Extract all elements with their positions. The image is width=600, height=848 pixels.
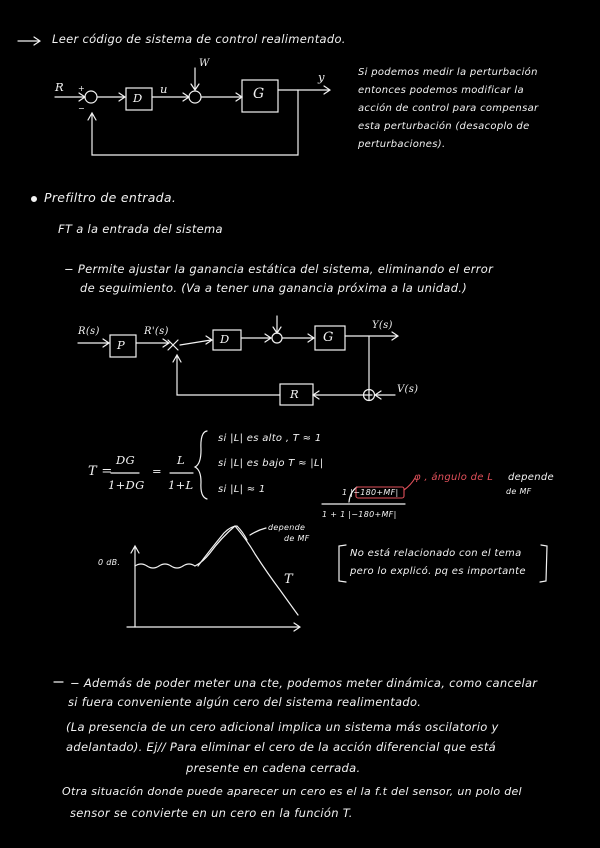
paragraph-line: si fuera conveniente algún cero del sistema realimentado. — [68, 695, 422, 709]
summing-junction — [85, 91, 97, 103]
brace — [195, 431, 207, 499]
eq-num: DG — [116, 453, 136, 467]
frac-den: 1 + 1 |−180+MF| — [322, 510, 397, 519]
case-line: si |L| es alto , T ≈ 1 — [218, 433, 322, 444]
paragraph-line: (La presencia de un cero adicional implica un sistema más oscilatorio y — [66, 720, 499, 734]
eq-T: T = — [88, 464, 113, 479]
eq-den: 1+DG — [108, 478, 145, 492]
case-line: si |L| ≈ 1 — [218, 484, 266, 495]
case-line: si |L| es bajo T ≈ |L| — [218, 458, 324, 469]
eq-num2: L — [177, 453, 185, 467]
bracket-line: pero lo explicó. pq es importante — [350, 566, 526, 577]
dash-line: − Permite ajustar la ganancia estática del sistema, eliminando el error — [64, 262, 494, 276]
disturbance-junction — [189, 91, 201, 103]
left-bracket — [339, 545, 346, 582]
diagram1-W: W — [199, 58, 210, 69]
diagram1-y: y — [318, 70, 325, 84]
bode-de-mf: de MF — [284, 534, 310, 543]
diagram1-minus: − — [78, 104, 86, 113]
diagram2-Rs: R(s) — [78, 326, 100, 337]
diagram1-label-R: R — [55, 80, 64, 94]
diagram1-plus: + — [78, 84, 86, 93]
diagram1-u: u — [160, 82, 168, 96]
bode-depende: depende — [268, 523, 306, 532]
eq-de-mf: de MF — [506, 487, 532, 496]
diagram2-Ys: Y(s) — [372, 320, 393, 331]
bracket-line: No está relacionado con el tema — [350, 548, 522, 559]
paragraph-line: adelantado). Ej// Para eliminar el cero de la acción diferencial que está — [66, 740, 497, 754]
bode-0db: 0 dB. — [98, 558, 121, 567]
right-bracket — [540, 545, 547, 582]
diagram2-P: P — [117, 338, 126, 352]
diagram2-Vs: V(s) — [397, 384, 419, 395]
diagram2-D: D — [220, 332, 230, 346]
note-line: entonces podemos modificar la — [358, 85, 524, 96]
arrow-icon — [18, 37, 40, 45]
diagram2-Rps: R'(s) — [144, 326, 169, 337]
paragraph-line: sensor se convierte en un cero en la función T. — [70, 806, 353, 820]
top-arrow-text: Leer código de sistema de control realimentado. — [52, 32, 346, 46]
bullet-dot — [32, 197, 37, 202]
section-bullet-title: Prefiltro de entrada. — [44, 190, 177, 205]
note-line: Si podemos medir la perturbación — [358, 67, 538, 78]
eq-equals: = — [152, 464, 162, 478]
paragraph-line: presente en cadena cerrada. — [186, 761, 361, 775]
diagram2-R: R — [290, 387, 299, 401]
note-line: perturbaciones). — [358, 139, 446, 150]
ft-heading: FT a la entrada del sistema — [58, 222, 223, 236]
eq-den2: 1+L — [168, 478, 194, 492]
diagram1-D: D — [133, 91, 143, 105]
eq-depende: depende — [508, 472, 554, 483]
note-line: esta perturbación (desacoplo de — [358, 121, 530, 132]
note-line: acción de control para compensar — [358, 103, 539, 114]
frac-num: 1 |−180+MF| — [342, 488, 399, 497]
paragraph-line: − Además de poder meter una cte, podemos meter dinámica, como cancelar — [70, 676, 538, 690]
red-note: φ , ángulo de L — [414, 472, 494, 483]
paragraph-line: Otra situación donde puede aparecer un cero es el la f.t del sensor, un polo del — [62, 785, 522, 798]
x-junction — [168, 340, 178, 350]
diagram1-G: G — [253, 86, 265, 102]
dash-line: de seguimiento. (Va a tener una ganancia próxima a la unidad.) — [80, 281, 468, 295]
bode-T: T — [284, 572, 293, 587]
diagram2-G: G — [323, 330, 334, 345]
